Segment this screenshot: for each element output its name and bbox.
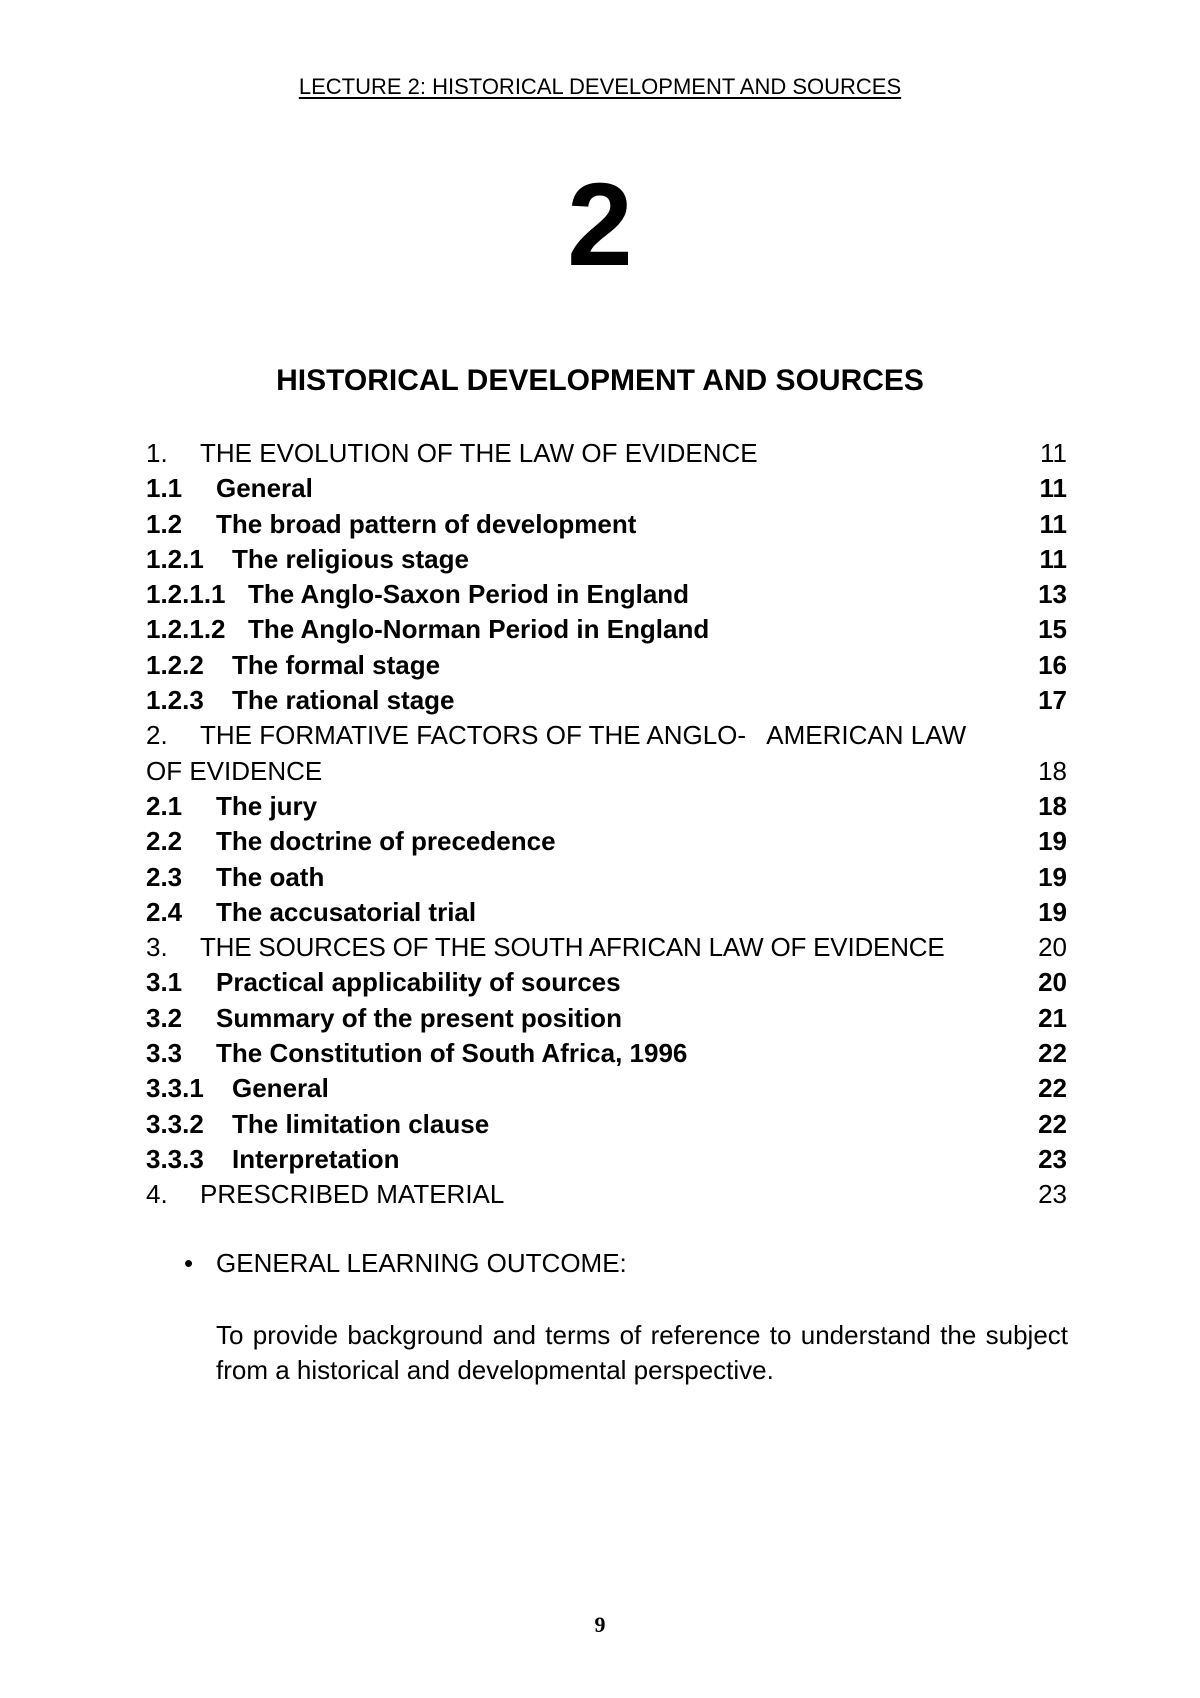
toc-number: 2.1 bbox=[146, 790, 183, 821]
toc-page: 11 bbox=[1039, 508, 1067, 539]
toc-page bbox=[1037, 718, 1067, 753]
toc-label: The rational stage bbox=[232, 685, 455, 716]
toc-label: The accusatorial trial bbox=[216, 896, 477, 927]
toc-row[interactable] bbox=[146, 1036, 1067, 1071]
toc-label: THE EVOLUTION OF THE LAW OF EVIDENCE bbox=[200, 438, 758, 468]
toc-label: OF EVIDENCE bbox=[146, 755, 323, 786]
toc-number: 3.1 bbox=[146, 967, 183, 998]
toc-row[interactable] bbox=[146, 718, 1067, 753]
toc-page: 23 bbox=[1038, 1143, 1067, 1174]
toc-label: THE FORMATIVE FACTORS OF THE ANGLO- AMERICAN LAW bbox=[200, 720, 967, 751]
bullet-icon: • bbox=[184, 1248, 194, 1278]
toc-label: The formal stage bbox=[232, 649, 441, 680]
toc-row[interactable] bbox=[146, 895, 1067, 930]
toc-label: The Constitution of South Africa, 1996 bbox=[216, 1038, 688, 1069]
toc-number: 3.3.3 bbox=[146, 1143, 204, 1174]
learning-outcome-heading bbox=[184, 1248, 627, 1278]
toc-number: 1.2.3 bbox=[146, 685, 204, 716]
toc-page: 19 bbox=[1038, 896, 1067, 927]
toc-page: 16 bbox=[1038, 649, 1067, 680]
toc-page: 18 bbox=[1038, 755, 1067, 786]
toc-number: 3.3.2 bbox=[146, 1108, 204, 1139]
toc-number: 3. bbox=[146, 932, 168, 963]
toc-page: 22 bbox=[1038, 1073, 1067, 1104]
toc-row[interactable] bbox=[146, 824, 1067, 859]
toc-label: The religious stage bbox=[232, 543, 469, 574]
toc-label: Practical applicability of sources bbox=[216, 967, 621, 998]
toc-label: The limitation clause bbox=[232, 1108, 490, 1139]
chapter-number: 2 bbox=[567, 159, 633, 291]
toc-row[interactable] bbox=[146, 542, 1067, 577]
toc-row[interactable] bbox=[146, 683, 1067, 718]
toc-row[interactable] bbox=[146, 1142, 1067, 1177]
toc-row[interactable] bbox=[146, 1177, 1067, 1212]
toc-row[interactable] bbox=[146, 754, 1067, 789]
toc-page: 11 bbox=[1040, 438, 1067, 468]
toc-label: THE SOURCES OF THE SOUTH AFRICAN LAW OF EVIDENCE bbox=[200, 932, 945, 963]
toc-number: 1.2 bbox=[146, 508, 183, 539]
toc-label: The oath bbox=[216, 861, 325, 892]
toc-row[interactable] bbox=[146, 612, 1067, 647]
learning-outcome-text: To provide background and terms of reference to understand the subject from a historical and developmental perspective. bbox=[216, 1320, 1068, 1385]
toc-row[interactable] bbox=[146, 1001, 1067, 1036]
toc-label: The jury bbox=[216, 790, 318, 821]
toc-number: 4. bbox=[146, 1179, 168, 1210]
toc-number: 3.3 bbox=[146, 1038, 183, 1069]
toc-page: 19 bbox=[1038, 826, 1067, 857]
toc-label: The Anglo-Saxon Period in England bbox=[248, 579, 690, 610]
toc-page: 20 bbox=[1038, 932, 1067, 963]
toc-page: 19 bbox=[1038, 861, 1067, 892]
toc-number: 1.2.1.1 bbox=[146, 579, 226, 610]
toc-page: 18 bbox=[1038, 790, 1067, 821]
table-of-contents bbox=[146, 436, 1067, 1213]
toc-row[interactable] bbox=[146, 930, 1067, 965]
toc-row[interactable] bbox=[146, 648, 1067, 683]
toc-label: General bbox=[216, 473, 313, 504]
toc-page: 15 bbox=[1038, 614, 1067, 645]
toc-row[interactable] bbox=[146, 436, 1067, 471]
toc-row[interactable] bbox=[146, 577, 1067, 612]
toc-row[interactable] bbox=[146, 1071, 1067, 1106]
toc-label: Interpretation bbox=[232, 1143, 400, 1174]
toc-row[interactable] bbox=[146, 507, 1067, 542]
toc-number: 2.4 bbox=[146, 896, 183, 927]
toc-label: Summary of the present position bbox=[216, 1002, 622, 1033]
toc-number: 2.2 bbox=[146, 826, 183, 857]
toc-number: 1.2.2 bbox=[146, 649, 204, 680]
toc-row[interactable] bbox=[146, 471, 1067, 506]
toc-row[interactable] bbox=[146, 860, 1067, 895]
toc-row[interactable] bbox=[146, 1107, 1067, 1142]
toc-page: 20 bbox=[1038, 967, 1067, 998]
toc-page: 11 bbox=[1039, 473, 1067, 504]
toc-number: 1.2.1 bbox=[146, 543, 204, 574]
chapter-title: HISTORICAL DEVELOPMENT AND SOURCES bbox=[276, 364, 924, 397]
toc-label: General bbox=[232, 1073, 329, 1104]
toc-page: 13 bbox=[1038, 579, 1067, 610]
running-header-text: LECTURE 2: HISTORICAL DEVELOPMENT AND SOURCES bbox=[298, 74, 902, 99]
toc-label: The broad pattern of development bbox=[216, 508, 637, 539]
toc-row[interactable] bbox=[146, 965, 1067, 1000]
toc-number: 3.3.1 bbox=[146, 1073, 204, 1104]
toc-row[interactable] bbox=[146, 789, 1067, 824]
toc-page: 22 bbox=[1038, 1108, 1067, 1139]
running-header bbox=[0, 74, 1200, 100]
toc-page: 23 bbox=[1038, 1179, 1067, 1210]
toc-page: 11 bbox=[1039, 543, 1067, 574]
toc-label: PRESCRIBED MATERIAL bbox=[200, 1179, 505, 1210]
toc-label: The doctrine of precedence bbox=[216, 826, 556, 857]
toc-number: 1.2.1.2 bbox=[146, 614, 226, 645]
toc-number: 1. bbox=[146, 438, 168, 468]
toc-page: 22 bbox=[1038, 1038, 1067, 1069]
toc-number: 2.3 bbox=[146, 861, 183, 892]
toc-label: The Anglo-Norman Period in England bbox=[248, 614, 710, 645]
toc-page: 21 bbox=[1038, 1002, 1067, 1033]
page-number: 9 bbox=[594, 1612, 606, 1637]
toc-page: 17 bbox=[1038, 685, 1067, 716]
toc-number: 1.1 bbox=[146, 473, 183, 504]
toc-number: 2. bbox=[146, 720, 168, 751]
learning-outcome-heading-text: GENERAL LEARNING OUTCOME: bbox=[216, 1248, 627, 1278]
toc-number: 3.2 bbox=[146, 1002, 183, 1033]
